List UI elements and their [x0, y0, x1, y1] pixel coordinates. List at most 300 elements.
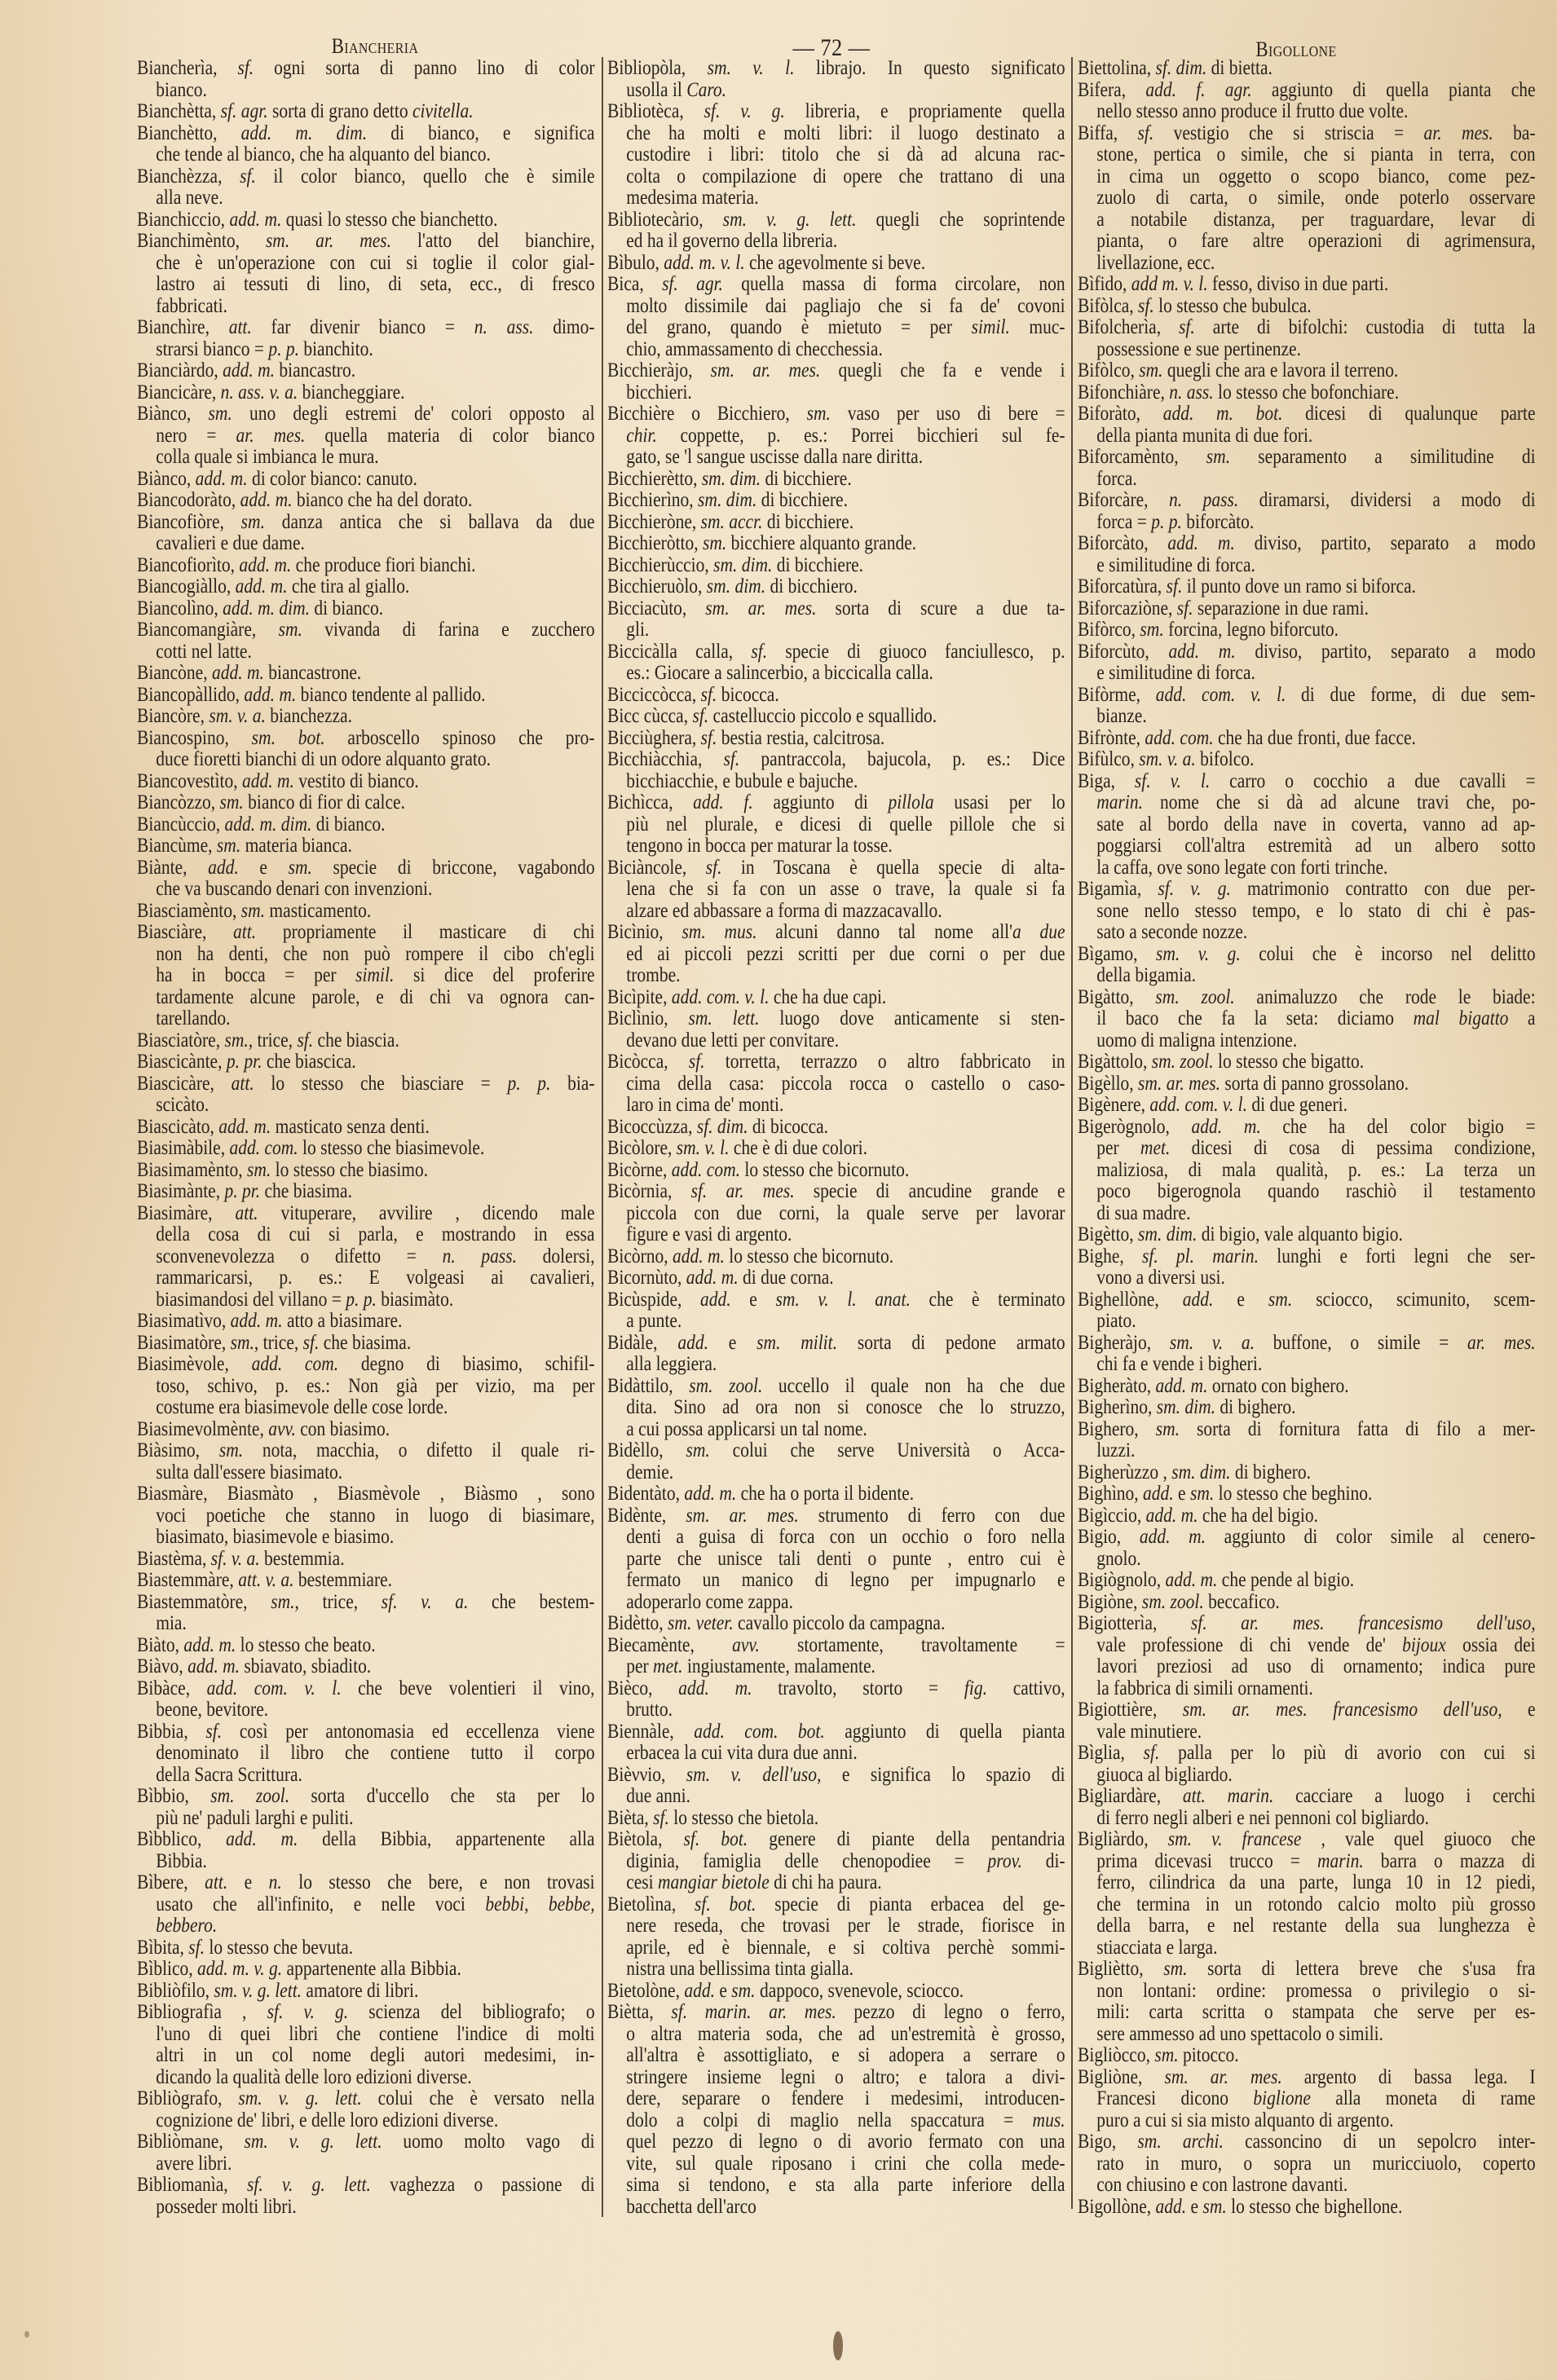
entry-text: Bicùspide, — [607, 1288, 701, 1311]
entry-text: forca. — [1096, 467, 1137, 490]
entry-text: cima della casa: piccola rocca o castello o caso- — [626, 1072, 1065, 1095]
entry-text: Bidentàto, — [607, 1483, 685, 1505]
entry-line-headword — [137, 922, 595, 944]
entry-line-headword — [607, 1981, 1065, 2003]
entry-line-headword — [1078, 1397, 1536, 1419]
dictionary-entry — [137, 1872, 669, 1937]
entry-text: Bigiògnolo, — [1078, 1569, 1166, 1591]
entry-line-headword — [1078, 1246, 1536, 1268]
entry-text: di chi ha paura. — [769, 1871, 882, 1893]
entry-text: Bigheràjo, — [1078, 1331, 1170, 1354]
entry-text: poco bigerognola quando raschiò il testamento — [1096, 1180, 1536, 1202]
dictionary-entry — [137, 403, 669, 469]
dictionary-entry — [137, 231, 669, 317]
entry-line-continuation — [137, 1808, 595, 1830]
grammar-abbreviation: add. — [684, 1979, 715, 2002]
grammar-abbreviation: add. m. — [211, 662, 264, 684]
entry-text: diviso, partito, separato a modo — [1234, 532, 1536, 554]
entry-text: Bifòrme, — [1078, 683, 1156, 706]
entry-text: aprile, ed è biennale, e si coltiva perchè sommi- — [626, 1936, 1065, 1959]
entry-text: di ferro negli alberi e nei pennoni col bigliardo. — [1096, 1806, 1429, 1829]
entry-text: bianco tendente al pallido. — [296, 683, 486, 706]
entry-text: e — [1186, 2195, 1203, 2218]
dictionary-entry — [137, 1030, 669, 1052]
entry-text: alcuni danno tal nome all' — [756, 921, 1013, 943]
grammar-abbreviation: add. — [208, 856, 239, 879]
entry-line-continuation — [1078, 1656, 1536, 1678]
entry-line-headword — [607, 555, 1065, 577]
entry-text: Bigènere, — [1078, 1094, 1150, 1116]
grammar-abbreviation: sf. v. g. — [267, 2001, 349, 2023]
entry-text: usasi per lo — [933, 791, 1065, 813]
grammar-abbreviation: att. v. a. — [238, 1569, 294, 1591]
entry-line-headword — [607, 749, 1065, 771]
entry-line-headword — [137, 576, 595, 598]
dictionary-entry — [1078, 771, 1557, 879]
dictionary-entry — [1078, 749, 1557, 771]
entry-line-headword — [1078, 1527, 1536, 1549]
entry-text: lo stesso che bicornuto. — [724, 1245, 894, 1267]
dictionary-entry — [1078, 1959, 1557, 2045]
entry-text: Biànte, — [137, 856, 209, 879]
grammar-abbreviation: sm. veter. — [668, 1612, 734, 1634]
entry-text: Bicchierìno, — [607, 489, 699, 511]
grammar-abbreviation: sm. v. g. lett. — [238, 2087, 362, 2109]
entry-line-continuation — [1078, 512, 1536, 534]
entry-line-continuation — [137, 1289, 595, 1311]
entry-text: la caffa, ove sono legate con forti trinche. — [1096, 856, 1388, 879]
entry-text: Bicòrnia, — [607, 1180, 691, 1202]
grammar-abbreviation: avv. — [732, 1633, 760, 1656]
entry-text: Bianciàrdo, — [137, 359, 223, 381]
entry-text: Bicòlore, — [607, 1137, 677, 1159]
entry-line-headword — [1078, 296, 1536, 318]
dictionary-entry — [607, 1483, 1140, 1505]
dictionary-entry — [1078, 1419, 1557, 1462]
dictionary-entry — [137, 166, 669, 209]
entry-text: coppette, p. es.: Porrei bicchieri sul fe- — [656, 424, 1065, 447]
entry-text: adoperarlo come zappa. — [626, 1590, 793, 1613]
entry-line-headword — [1078, 403, 1536, 425]
entry-text: diginia, famiglia delle chenopodiee = — [626, 1849, 988, 1872]
grammar-abbreviation: add. m. — [1145, 1504, 1198, 1527]
entry-line-continuation — [607, 1073, 1065, 1095]
entry-line-continuation — [137, 1008, 595, 1030]
entry-text: del grano, quando è mietuto = per — [626, 316, 972, 338]
entry-text: vestigio che si striscia = — [1153, 121, 1424, 144]
entry-text: molto dissimile dai pagliajo che si fa de' covoni — [626, 294, 1065, 317]
entry-text: colui che serve Università o Acca- — [709, 1439, 1065, 1461]
entry-text: Bidàle, — [607, 1331, 678, 1354]
entry-text: all'altra è assottigliato, e si adopera a serrare o — [626, 2044, 1065, 2066]
entry-text: genere di piante della pentandria — [748, 1828, 1065, 1850]
grammar-abbreviation: ar. mes. — [1423, 121, 1493, 144]
entry-text: lo stesso che bietola. — [668, 1806, 819, 1829]
grammar-abbreviation: sf. v. l. — [1134, 769, 1211, 792]
dictionary-entry — [137, 1354, 669, 1419]
entry-text: Bica, — [607, 273, 663, 295]
entry-text: bicchiere alquanto grande. — [726, 532, 917, 554]
entry-text: bianco di fior di calce. — [243, 791, 405, 813]
entry-line-headword — [137, 1981, 595, 2003]
entry-text: stringere insieme legni o altro; e talora a divi- — [626, 2065, 1065, 2088]
entry-text: beccafico. — [1203, 1590, 1280, 1613]
grammar-abbreviation: sf. v. a. — [210, 1547, 260, 1570]
dictionary-entry — [607, 253, 1140, 275]
grammar-abbreviation: sf. ar. mes. francesismo dell'uso, — [1190, 1612, 1536, 1634]
entry-text: Biga, — [1078, 769, 1135, 792]
entry-text: Biasciatòre, — [137, 1029, 225, 1051]
entry-text: colui che è incorso nel delitto — [1240, 942, 1536, 965]
grammar-abbreviation: add. m. — [229, 208, 282, 231]
entry-line-continuation — [1078, 1851, 1536, 1873]
entry-text: bia- — [550, 1072, 595, 1095]
entry-line-headword — [607, 403, 1065, 425]
entry-line-continuation — [607, 166, 1065, 188]
entry-text: trombe. — [626, 964, 681, 986]
dictionary-entry — [607, 1160, 1140, 1182]
entry-text: con biasimo. — [295, 1417, 390, 1440]
grammar-abbreviation: sm. v. a. — [1139, 748, 1196, 770]
entry-line-headword — [137, 231, 595, 253]
dictionary-entry — [137, 2175, 669, 2218]
entry-text: devano due letti per convitare. — [626, 1029, 840, 1051]
entry-text: fermato un manico di legno per impugnarlo e — [626, 1569, 1065, 1591]
entry-text: bacchetta dell'arco — [626, 2195, 756, 2218]
entry-line-continuation — [607, 1397, 1065, 1419]
grammar-abbreviation: sm. — [288, 856, 312, 879]
entry-line-headword — [137, 1483, 595, 1505]
entry-line-continuation — [137, 1462, 595, 1484]
entry-line-headword — [607, 1246, 1065, 1268]
entry-text: Bianchìre, — [137, 316, 229, 338]
grammar-abbreviation: sm. — [218, 1439, 244, 1461]
entry-text: dita. Sino ad ora non si conosce che lo struzzo, — [626, 1396, 1065, 1418]
entry-text: Bigìccio, — [1078, 1504, 1146, 1527]
grammar-abbreviation: sm. — [686, 1439, 710, 1461]
entry-text: sorta di lettera breve che s'usa fra — [1187, 1958, 1536, 1980]
entry-text: nero = — [156, 424, 236, 447]
grammar-abbreviation: sm. v. l. anat. — [775, 1288, 911, 1311]
entry-line-continuation — [1078, 857, 1536, 879]
entry-text: pantraccola, bajucola, p. es.: Dice — [739, 748, 1065, 770]
entry-text: lo stesso che bigatto. — [1213, 1051, 1365, 1073]
entry-text: lena che si fa con un asse o trave, la quale si fa — [626, 878, 1065, 900]
grammar-abbreviation: sf. pl. marin. — [1141, 1245, 1259, 1267]
dictionary-entry — [137, 1333, 669, 1355]
entry-text: di bigio, vale alquanto bigio. — [1197, 1223, 1403, 1245]
grammar-abbreviation: sf. — [700, 683, 717, 706]
entry-line-headword — [137, 2088, 595, 2110]
entry-line-headword — [137, 1549, 595, 1571]
entry-text: cavallo piccolo da campagna. — [733, 1612, 946, 1634]
entry-text: alla moneta di rame — [1310, 2087, 1536, 2109]
grammar-abbreviation: avv. — [268, 1417, 296, 1440]
entry-line-headword — [607, 2002, 1065, 2024]
entry-line-continuation — [137, 1224, 595, 1246]
entry-text: Bifòlco, — [1078, 359, 1140, 381]
entry-text: non ha denti, che non può rompere il cibo ch'egli — [156, 942, 595, 965]
entry-text: Biascicàre, — [137, 1072, 232, 1095]
entry-text: Bigliètto, — [1078, 1958, 1164, 1980]
dictionary-entry — [607, 1765, 1140, 1808]
entry-line-continuation — [1078, 469, 1536, 491]
entry-text: dicesi di qualunque parte — [1282, 403, 1536, 425]
entry-text: che tira al giallo. — [287, 575, 410, 597]
entry-text: Biancicàre, — [137, 381, 221, 403]
entry-text: che ha due capi. — [769, 985, 887, 1008]
grammar-abbreviation: att. — [228, 316, 252, 338]
entry-line-continuation — [607, 663, 1065, 685]
dictionary-entry — [137, 1073, 669, 1117]
entry-line-continuation — [607, 2045, 1065, 2067]
entry-text: arboscello spinoso che pro- — [324, 726, 595, 749]
entry-text: ossia dei — [1445, 1633, 1536, 1656]
entry-line-continuation — [1078, 663, 1536, 685]
dictionary-entry — [607, 1008, 1140, 1051]
dictionary-entry — [1078, 619, 1557, 641]
entry-text: che è di due colori. — [729, 1137, 868, 1159]
entry-line-headword — [607, 1333, 1065, 1355]
entry-text: torretta, terrazzo o altro fabbricato in — [704, 1051, 1065, 1073]
entry-text: figure e vasi di argento. — [626, 1223, 792, 1245]
grammar-abbreviation: sf. — [205, 1720, 223, 1743]
dictionary-entry — [1078, 1397, 1557, 1419]
dictionary-entry — [607, 1376, 1140, 1441]
grammar-abbreviation: add. m. dim. — [240, 121, 368, 144]
dictionary-entry — [137, 792, 669, 814]
entry-text: altri in un col nome degli autori medesimi, in- — [156, 2044, 595, 2066]
dictionary-entry — [137, 1635, 669, 1657]
entry-text: sone nello stesso tempo, e lo stato di chi è pas- — [1096, 899, 1536, 922]
entry-text: Biètola, — [607, 1828, 684, 1850]
grammar-abbreviation: add. m. — [223, 359, 275, 381]
dictionary-entry — [137, 1117, 669, 1139]
entry-text: cavalieri e due dame. — [156, 532, 305, 554]
entry-text: Biancòne, — [137, 662, 212, 684]
dictionary-entry — [607, 1808, 1140, 1830]
entry-text: vite, sul quale riposano i crini che colla mede- — [626, 2152, 1065, 2175]
entry-line-headword — [607, 1765, 1065, 1787]
entry-line-headword — [1078, 1613, 1536, 1635]
grammar-abbreviation: sm. dim. — [701, 467, 761, 490]
entry-text: cotti nel latte. — [156, 640, 252, 663]
entry-text: , trice, — [294, 1590, 382, 1613]
entry-text: Bicciùghera, — [607, 726, 701, 749]
entry-line-continuation — [607, 1462, 1065, 1484]
entry-line-headword — [607, 1721, 1065, 1743]
entry-text: che ha o porta il bidente. — [736, 1483, 915, 1505]
entry-line-headword — [607, 685, 1065, 707]
entry-text: Bidàttilo, — [607, 1374, 690, 1397]
entry-text: Bibliògrafo, — [137, 2087, 239, 2109]
entry-line-headword — [137, 123, 595, 145]
dictionary-entry — [1078, 576, 1557, 598]
entry-text: Bìbulo, — [607, 251, 664, 274]
grammar-abbreviation: add. com. bot. — [694, 1720, 825, 1743]
grammar-abbreviation: sf. agr. — [220, 100, 268, 122]
dictionary-entry — [137, 1181, 669, 1203]
entry-line-headword — [1078, 2045, 1536, 2067]
entry-line-headword — [1078, 771, 1536, 793]
entry-text: librajo. In questo significato — [794, 57, 1065, 79]
dictionary-entry — [607, 1117, 1140, 1139]
entry-text: tarellando. — [156, 1007, 231, 1029]
grammar-abbreviation: prov. — [987, 1849, 1022, 1872]
entry-text: di bicchiero. — [765, 575, 858, 597]
entry-line-continuation — [1078, 144, 1536, 166]
entry-line-continuation — [1078, 1203, 1536, 1225]
entry-line-continuation — [607, 317, 1065, 339]
entry-line-headword — [1078, 1505, 1536, 1527]
entry-line-continuation — [137, 425, 595, 447]
grammar-abbreviation: sf. — [1138, 294, 1154, 317]
entry-text: ornato con bighero. — [1207, 1374, 1349, 1397]
entry-line-continuation — [1078, 339, 1536, 361]
grammar-abbreviation: sf. — [1143, 1742, 1160, 1764]
entry-line-continuation — [607, 1095, 1065, 1117]
entry-text: Bibliotecàrio, — [607, 208, 723, 231]
entry-text: Bianchimènto, — [137, 230, 266, 252]
entry-text: stortamente, travoltamente = — [759, 1633, 1065, 1656]
grammar-abbreviation: add. m. — [230, 1310, 283, 1332]
entry-line-continuation — [137, 274, 595, 296]
entry-text: Bifrònte, — [1078, 726, 1145, 749]
dictionary-entry — [1078, 533, 1557, 576]
entry-text: quegli che ara e lavora il terreno. — [1162, 359, 1399, 381]
entry-text: di bighero. — [1230, 1461, 1312, 1483]
dictionary-entry — [1078, 1527, 1557, 1570]
grammar-abbreviation: sm. — [806, 403, 831, 425]
grammar-abbreviation: sf. — [237, 57, 254, 79]
entry-text: Biasciamènto, — [137, 899, 241, 922]
dictionary-entry — [137, 2001, 672, 2088]
entry-text: sorta di fornitura fatta di filo a mer- — [1179, 1417, 1536, 1440]
grammar-abbreviation: sf. agr. — [662, 273, 723, 295]
grammar-abbreviation: sm. — [1140, 619, 1164, 641]
entry-line-headword — [607, 360, 1065, 382]
dictionary-entry — [1078, 317, 1557, 360]
grammar-abbreviation: met. — [1140, 1137, 1171, 1159]
entry-text: sorta di panno grossolano. — [1220, 1072, 1409, 1095]
entry-text: separazione in due rami. — [1193, 597, 1370, 619]
entry-line-headword — [1078, 1483, 1536, 1505]
entry-text: arte di bifolchi: custodia di tutta la — [1194, 316, 1536, 338]
grammar-abbreviation: n. ass. — [474, 316, 534, 338]
grammar-abbreviation: add. m. — [226, 1828, 298, 1850]
grammar-abbreviation: add. com. — [251, 1353, 339, 1375]
entry-text: custodire i libri: titolo che si dà ad alcuna rac- — [626, 143, 1065, 165]
dictionary-entry — [1078, 2131, 1557, 2197]
grammar-abbreviation: Caro. — [686, 78, 727, 101]
entry-line-continuation — [137, 944, 595, 966]
entry-text: biancastrone. — [263, 662, 362, 684]
entry-line-continuation — [1078, 231, 1536, 253]
entry-line-headword — [1078, 490, 1536, 512]
entry-text: che biascia. — [313, 1029, 399, 1051]
entry-line-headword — [1078, 382, 1536, 404]
dictionary-entry — [137, 123, 669, 166]
entry-line-continuation — [1078, 1765, 1536, 1787]
dictionary-column-right — [1078, 58, 1557, 2218]
entry-text: di bicocca. — [748, 1115, 829, 1138]
dictionary-entry — [607, 1440, 1140, 1483]
grammar-abbreviation: sm. lett. — [688, 1007, 760, 1029]
entry-text: Bicòrno, — [607, 1245, 673, 1267]
dictionary-entry — [1078, 944, 1557, 987]
entry-text: Bibliotèca, — [607, 100, 704, 122]
entry-line-continuation — [1078, 166, 1536, 188]
entry-text: Biancòre, — [137, 705, 210, 727]
entry-text: vituperare, avvilire , dicendo male — [258, 1201, 595, 1224]
entry-text: e — [714, 1979, 732, 2002]
entry-text: voci poetiche che stanno in luogo di biasimare, — [156, 1504, 595, 1527]
entry-text: amatore di libri. — [302, 1979, 419, 2002]
entry-text: Biancomangiàre, — [137, 619, 279, 641]
dictionary-entry — [137, 922, 669, 1030]
grammar-abbreviation: sm. — [1206, 446, 1231, 468]
entry-text: che biascica. — [262, 1051, 356, 1073]
grammar-abbreviation: p. pr. — [224, 1180, 261, 1202]
entry-line-continuation — [607, 1527, 1065, 1549]
entry-line-headword — [137, 1181, 595, 1203]
entry-text: Bicchieròne, — [607, 510, 701, 533]
dictionary-entry — [607, 533, 1140, 555]
entry-line-headword — [137, 1786, 595, 1808]
entry-line-headword — [137, 469, 595, 491]
grammar-abbreviation: sm. ar. mes. — [686, 1504, 799, 1527]
entry-text: il color bianco, quello che è simile — [255, 165, 595, 187]
entry-line-headword — [137, 1872, 595, 1894]
entry-line-headword — [1078, 533, 1536, 555]
entry-text: Bidènte, — [607, 1504, 686, 1527]
entry-text: livellazione, ecc. — [1096, 251, 1215, 274]
entry-text: stone, pertica o simile, che si pianta in terra, con — [1096, 143, 1536, 165]
entry-text: forca = — [1096, 510, 1152, 533]
entry-line-headword — [137, 2131, 595, 2153]
entry-text: parte che unisce tali denti o punte , entro cui è — [626, 1547, 1065, 1570]
grammar-abbreviation: add. m. — [195, 467, 248, 490]
entry-line-continuation — [137, 2153, 595, 2175]
entry-line-continuation — [1078, 1311, 1536, 1333]
grammar-abbreviation: sf. — [188, 1936, 205, 1959]
grammar-abbreviation: add. com. v. l. — [1155, 683, 1286, 706]
entry-line-headword — [607, 987, 1065, 1009]
entry-line-continuation — [137, 2024, 595, 2046]
entry-text: ed ha il governo della libreria. — [626, 230, 838, 252]
grammar-abbreviation: att. — [205, 1871, 228, 1893]
entry-text: vestito di bianco. — [293, 769, 419, 792]
entry-text: animaluzzo che rode le biade: — [1234, 985, 1536, 1008]
grammar-abbreviation: sm. dim. — [698, 489, 757, 511]
dictionary-entry — [1078, 2067, 1557, 2132]
entry-line-continuation — [607, 80, 1065, 102]
entry-text: matrimonio contratto con due per- — [1230, 878, 1536, 900]
entry-text: Biànco, — [137, 467, 196, 490]
entry-text: dicando la qualità delle loro edizioni diverse. — [156, 2065, 472, 2088]
entry-text: dicesi di cosa di pessima condizione, — [1170, 1137, 1536, 1159]
grammar-abbreviation: sf. — [1137, 121, 1154, 144]
grammar-abbreviation: sf. bot. — [695, 1893, 756, 1915]
grammar-abbreviation: add. — [1155, 2195, 1187, 2218]
entry-line-headword — [1078, 2131, 1536, 2153]
entry-line-headword — [137, 619, 595, 641]
entry-text: che ha due fronti, due facce. — [1213, 726, 1416, 749]
grammar-abbreviation: sf. v. g. — [704, 100, 785, 122]
entry-text: Bìfido, — [1078, 273, 1131, 295]
entry-text: masticamento. — [265, 899, 372, 922]
entry-text: di bicchiere. — [761, 467, 852, 490]
